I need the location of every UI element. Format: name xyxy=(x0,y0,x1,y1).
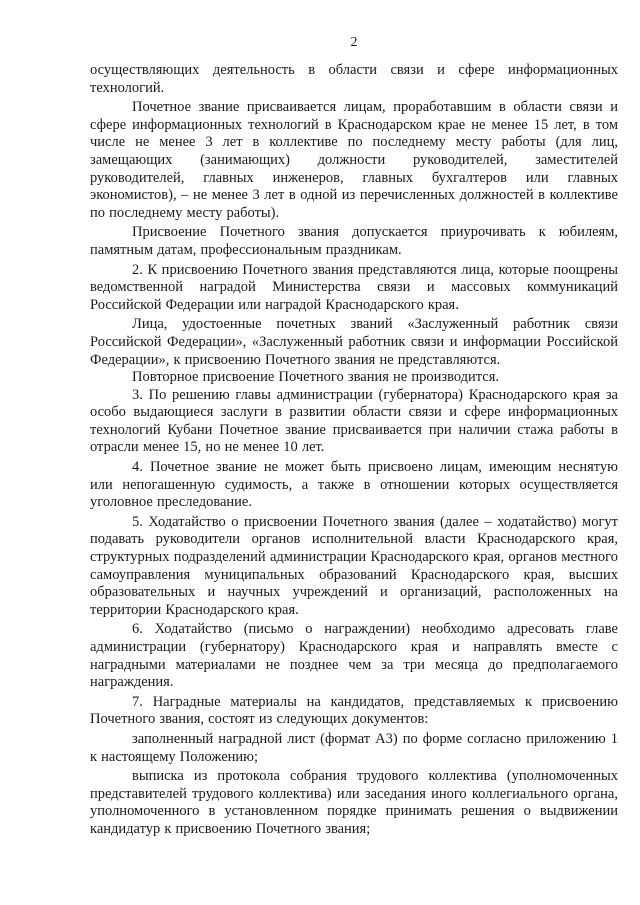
paragraph-timing: Присвоение Почетного звания допускается приурочивать к юбилеям, памятным датам, профессиональным праздникам. xyxy=(90,224,618,258)
page-number: 2 xyxy=(350,35,358,50)
paragraph-7: 7. Наградные материалы на кандидатов, представляемых к присвоению Почетного звания, состоят из следующих документов: xyxy=(90,693,618,728)
paragraph-4: 4. Почетное звание не может быть присвоено лицам, имеющим неснятую или непогашенную судимость, а также в отношении которых осуществляется уголовное преследование. xyxy=(90,459,618,511)
paragraph-2-repeat: Повторное присвоение Почетного звания не производится. xyxy=(132,369,500,386)
document-body xyxy=(90,62,618,839)
paragraph-6: 6. Ходатайство (письмо о награждении) необходимо адресовать главе администрации (губернатору) Краснодарского края и направлять вместе с наградными материалами не позднее чем за три месяца до предполагаемого награждения. xyxy=(90,621,618,691)
paragraph-2: 2. К присвоению Почетного звания представляются лица, которые поощрены ведомственной наградой Министерства связи и массовых коммуникаций Российской Федерации или наградой Краснодарского края. xyxy=(90,261,618,313)
paragraph-7-item-1: заполненный наградной лист (формат А3) по форме согласно приложению 1 к настоящему Положению; xyxy=(90,730,618,765)
paragraph-3: 3. По решению главы администрации (губернатора) Краснодарского края за особо выдающиеся заслуги в развитии области связи и сфере информационных технологий Кубани Почетное звание присваивается при наличии стажа работы в отрасли менее 15, но не менее 10 лет. xyxy=(90,386,618,456)
paragraph-2-exclusion: Лица, удостоенные почетных званий «Заслуженный работник связи Российской Федерации», «Заслуженный работник связи и информации Российской Федерации», к присвоению Почетного звания не представляются. xyxy=(90,316,618,368)
paragraph-5: 5. Ходатайство о присвоении Почетного звания (далее – ходатайство) могут подавать руководители органов исполнительной власти Краснодарского края, структурных подразделений администрации Краснодарского края, органов местного самоуправления муниципальных образований Краснодарского края, высших образовательных и научных учреждений и организаций, расположенных на территории Краснодарского края. xyxy=(90,513,618,618)
paragraph-continuation: осуществляющих деятельность в области связи и сфере информационных технологий. xyxy=(90,62,618,96)
paragraph-7-item-2: выписка из протокола собрания трудового коллектива (уполномоченных представителей трудового коллектива) или заседания иного коллегиального органа, уполномоченного в установленном порядке принимать решения о выдвижении кандидатур к присвоению Почетного звания; xyxy=(90,768,618,837)
paragraph-qualification: Почетное звание присваивается лицам, проработавшим в области связи и сфере информационных технологий в Краснодарском крае не менее 15 лет, в том числе не менее 3 лет в коллективе по последнему месту работы (для лиц, замещающих (занимающих) должности руководителей, заместителей руководителей, главных инженеров, главных бухгалтеров или главных экономистов), – не менее 3 лет в одной из перечисленных должностей в коллективе по последнему месту работы). xyxy=(90,99,618,221)
